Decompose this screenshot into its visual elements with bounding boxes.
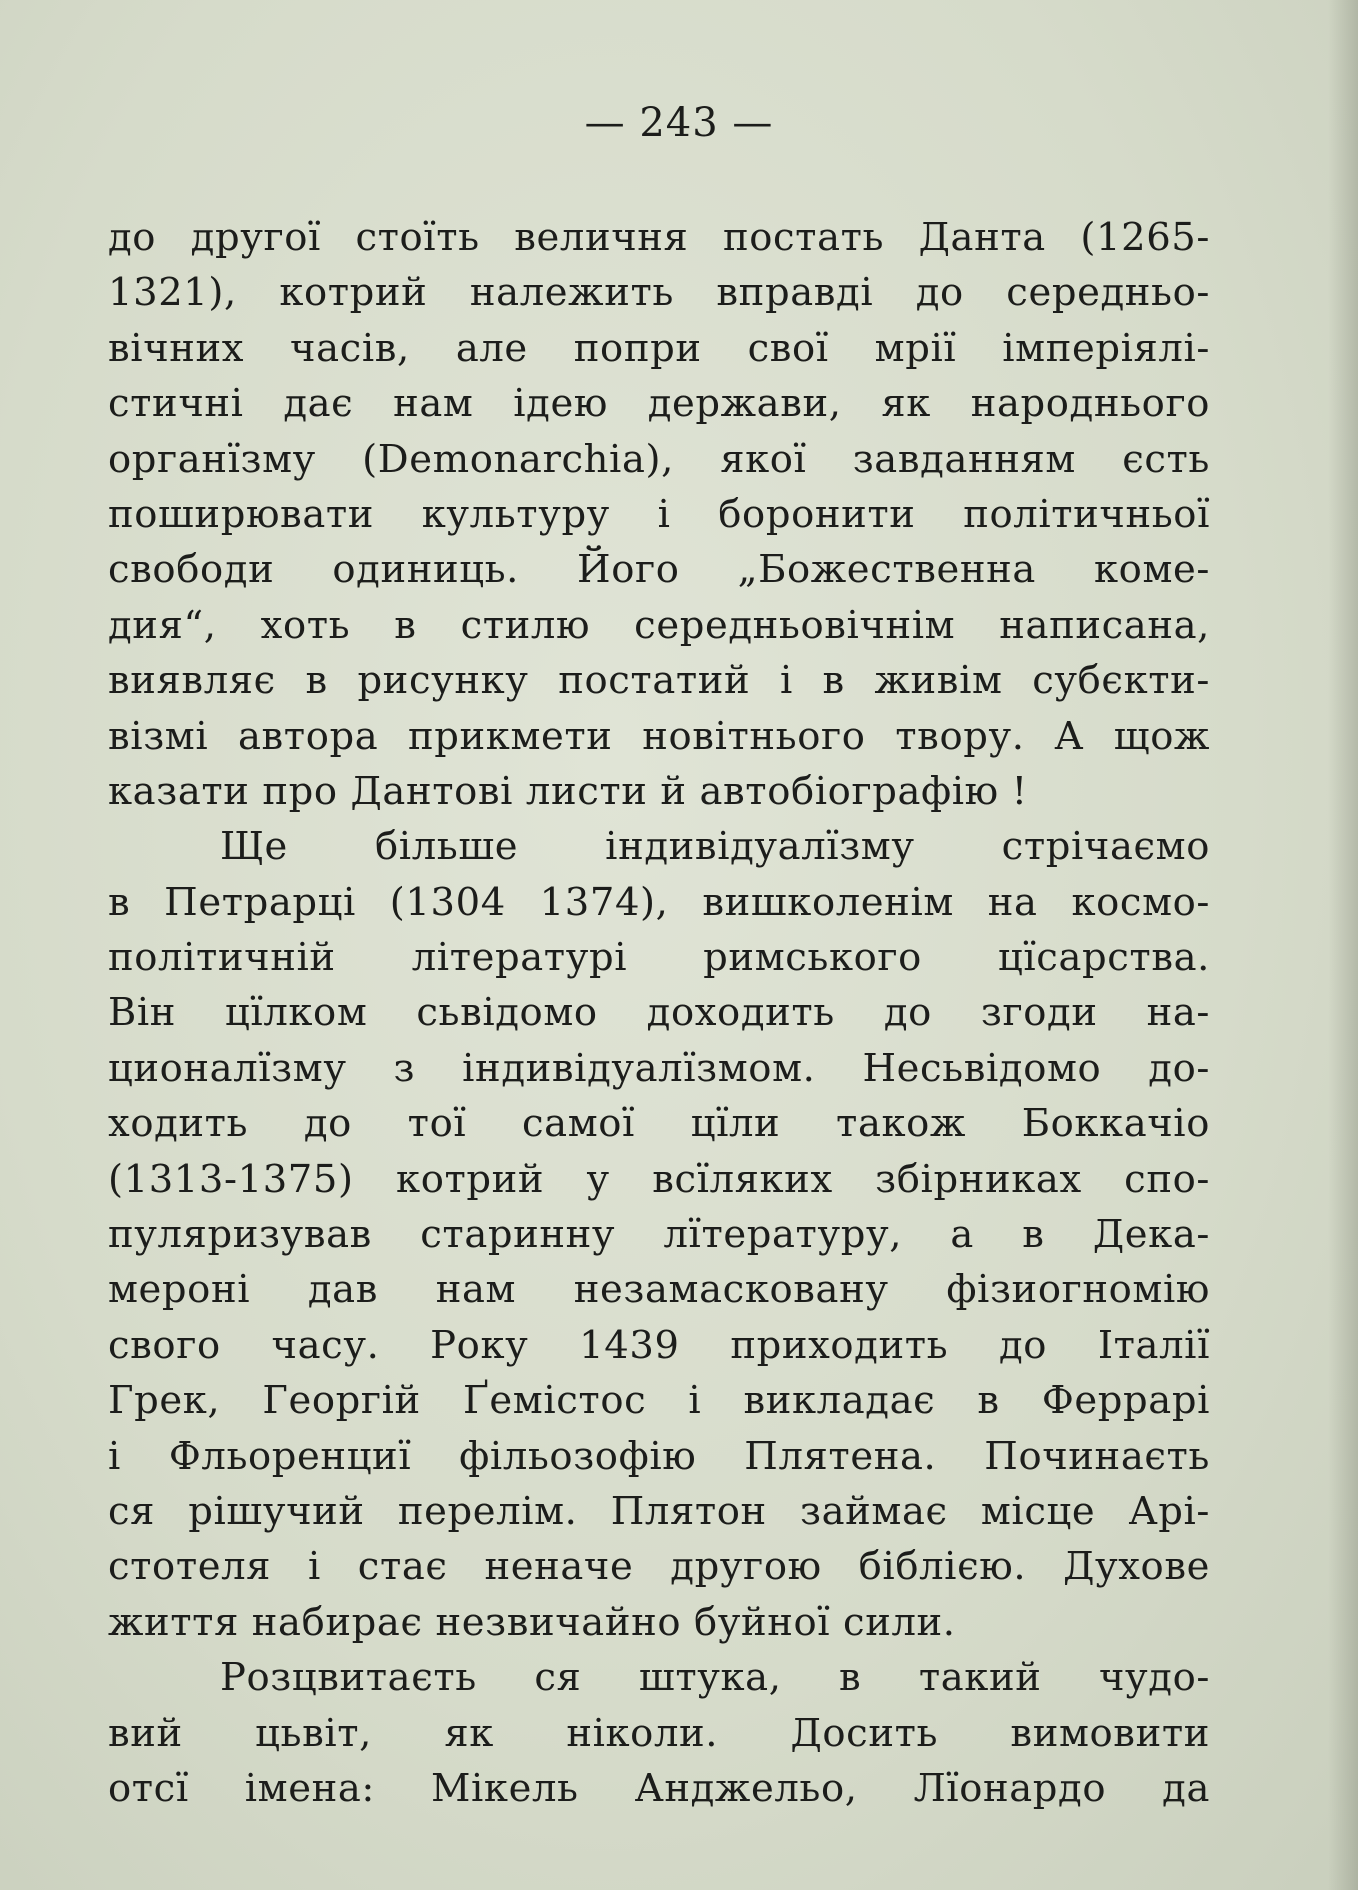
body-text — [108, 210, 1210, 1816]
text-line: Ще більше індивідуалїзму стрічаємо — [220, 824, 1210, 870]
text-line: стотеля і стає неначе другою біблією. Духове — [108, 1544, 1210, 1590]
text-line: Грек, Георгій Ґемістос і викладає в Феррарі — [108, 1378, 1210, 1424]
text-line: поширювати культуру і боронити політичньої — [108, 491, 1210, 537]
text-line: Розцвитаєть ся штука, в такий чудо- — [220, 1655, 1210, 1701]
page-edge-shadow — [1328, 0, 1358, 1890]
text-line: життя набирає незвичайно буйної сили. — [108, 1599, 956, 1645]
text-line: виявляє в рисунку постатий і в живім субєкти- — [108, 658, 1210, 704]
text-line: казати про Дантові листи й автобіографію ! — [108, 768, 1028, 814]
text-line: вічних часів, але попри свої мрії імперіялі- — [108, 325, 1210, 371]
text-line: ся рішучий перелім. Плятон займає місце Арі- — [108, 1488, 1210, 1534]
text-line: дия“, хоть в стилю середньовічнім написана, — [108, 602, 1210, 648]
text-line: стичні дає нам ідею держави, як народнього — [108, 381, 1210, 427]
text-line: мероні дав нам незамасковану фізиогномію — [108, 1267, 1210, 1313]
text-line: ходить до тої самої цїли також Боккачіо — [108, 1101, 1210, 1147]
text-line: (1313-1375) котрий у всїляких збірниках спо- — [108, 1156, 1210, 1202]
page-number: — 243 — — [584, 100, 774, 146]
text-line: ционалїзму з індивідуалїзмом. Несьвідомо до- — [108, 1045, 1210, 1091]
text-line: вий цьвіт, як ніколи. Досить вимовити — [108, 1710, 1210, 1756]
text-line: візмі автора прикмети новітнього твору. А щож — [108, 713, 1210, 759]
text-line: свободи одиниць. Його „Божественна коме- — [108, 547, 1210, 593]
text-line: 1321), котрий належить вправді до середньо- — [108, 270, 1210, 316]
text-line: органїзму (Demonarchia), якої завданням єсть — [108, 436, 1210, 482]
text-line: політичній літературі римського цїсарства. — [108, 935, 1210, 981]
text-line: в Петрарці (1304 1374), вишколенім на космо- — [108, 879, 1210, 925]
text-line: Він цїлком сьвідомо доходить до згоди на- — [108, 990, 1210, 1036]
text-line: свого часу. Року 1439 приходить до Італії — [108, 1322, 1210, 1368]
text-line: до другої стоїть величня постать Данта (1265- — [108, 215, 1210, 260]
text-line: і Фльоренциї фільозофію Плятена. Починаєть — [108, 1433, 1210, 1479]
text-line: пуляризував старинну лїтературу, а в Дека- — [108, 1212, 1210, 1258]
text-line: отсї імена: Мікель Анджельо, Лїонардо да — [108, 1765, 1210, 1811]
